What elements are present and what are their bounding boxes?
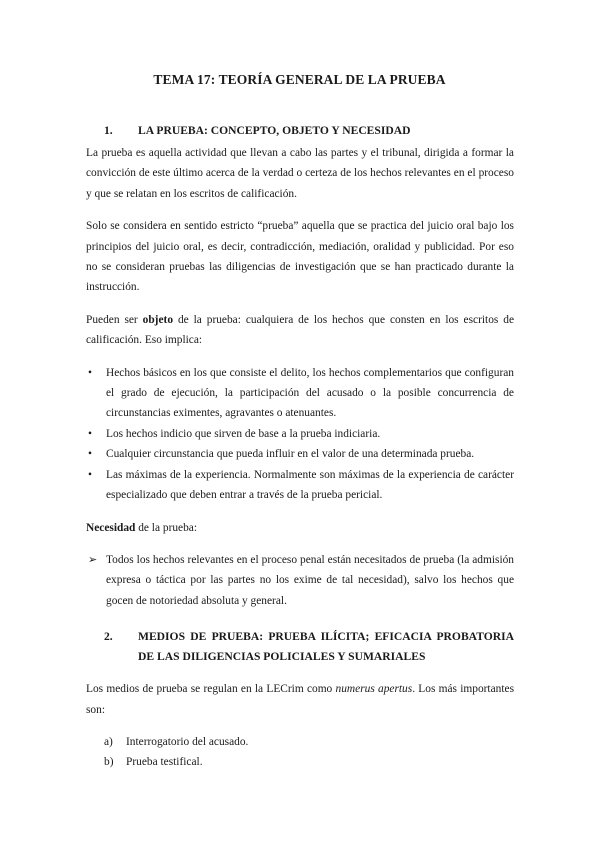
medios-post: . Los más importantes son:	[86, 683, 515, 716]
medios-italic: numerus apertus	[335, 683, 413, 696]
bullet-text: Hechos básicos en los que consiste el delito, los hechos complementarios que configuran el grado de ejecución, la participación del acusado o la posible concurrencia de circunstancias eximentes, agravantes o atenuantes.	[106, 366, 514, 420]
bullet-marker: •	[88, 366, 92, 379]
arrow-marker-icon: ➢	[88, 553, 98, 566]
list-item	[86, 424, 514, 444]
list-item	[86, 363, 514, 424]
section-2-number: 2.	[104, 630, 113, 644]
paragraph-definition: La prueba es aquella actividad que llevan a cabo las partes y el tribunal, dirigida a formar la convicción de este último acerca de la verdad o certeza de los hechos relevantes en el proceso y que se relatan en los escritos de calificación.	[86, 147, 514, 200]
item-marker: a)	[104, 735, 113, 748]
bullet-marker: •	[88, 448, 92, 461]
objeto-post: de la prueba: cualquiera de los hechos que consten en los escritos de calificación. Eso implica:	[86, 313, 514, 347]
item-marker: b)	[104, 756, 114, 769]
bullet-text: Los hechos indicio que sirven de base a la prueba indiciaria.	[106, 427, 381, 440]
paragraph-strict-sense: Solo se considera en sentido estricto “prueba” aquella que se practica del juicio oral bajo los principios del juicio oral, es decir, contradicción, mediación, oralidad y publicidad. Por eso no se consideran pruebas las diligencias de investigación que se han practicado durante la instrucción.	[86, 220, 514, 294]
objeto-pre: Pueden ser	[86, 313, 143, 326]
list-item	[104, 732, 514, 752]
document-body	[86, 121, 514, 773]
list-item	[86, 550, 514, 611]
necesidad-post: de la prueba:	[135, 521, 198, 534]
medios-list	[86, 732, 514, 773]
objeto-bullet-list	[86, 363, 514, 506]
medios-pre: Los medios de prueba se regulan en la LECrim como	[86, 683, 336, 696]
bullet-marker: •	[88, 427, 92, 440]
page-title: TEMA 17: TEORÍA GENERAL DE LA PRUEBA	[153, 72, 446, 87]
necesidad-list	[86, 550, 514, 611]
list-item	[104, 752, 514, 772]
bullet-text: Las máximas de la experiencia. Normalmente son máximas de la experiencia de carácter especializado que deben entrar a través de la prueba pericial.	[106, 468, 514, 502]
section-1-title: LA PRUEBA: CONCEPTO, OBJETO Y NECESIDAD	[138, 124, 411, 137]
bullet-text: Cualquier circunstancia que pueda influir en el valor de una determinada prueba.	[106, 448, 475, 461]
section-2-heading	[86, 627, 514, 667]
paragraph-medios	[86, 679, 514, 720]
item-text: Interrogatorio del acusado.	[126, 735, 249, 748]
list-item	[86, 444, 514, 464]
objeto-bold: objeto	[142, 313, 174, 326]
section-1-number: 1.	[104, 124, 113, 137]
paragraph-objeto	[86, 310, 514, 351]
section-2-title: MEDIOS DE PRUEBA: PRUEBA ILÍCITA; EFICACIA PROBATORIA DE LAS DILIGENCIAS POLICIALES Y SUMARIALES	[138, 630, 514, 664]
list-item	[86, 465, 514, 506]
bullet-marker: •	[88, 468, 92, 481]
necesidad-bold: Necesidad	[86, 521, 136, 534]
paragraph-necesidad	[86, 518, 514, 538]
item-text: Prueba testifical.	[126, 756, 203, 769]
arrow-item-text: Todos los hechos relevantes en el proceso penal están necesitados de prueba (la admisión expresa o táctica por las partes no los exime de tal necesidad), salvo los hechos que gocen de notoriedad absoluta y general.	[106, 553, 514, 607]
section-1-heading	[86, 121, 514, 141]
